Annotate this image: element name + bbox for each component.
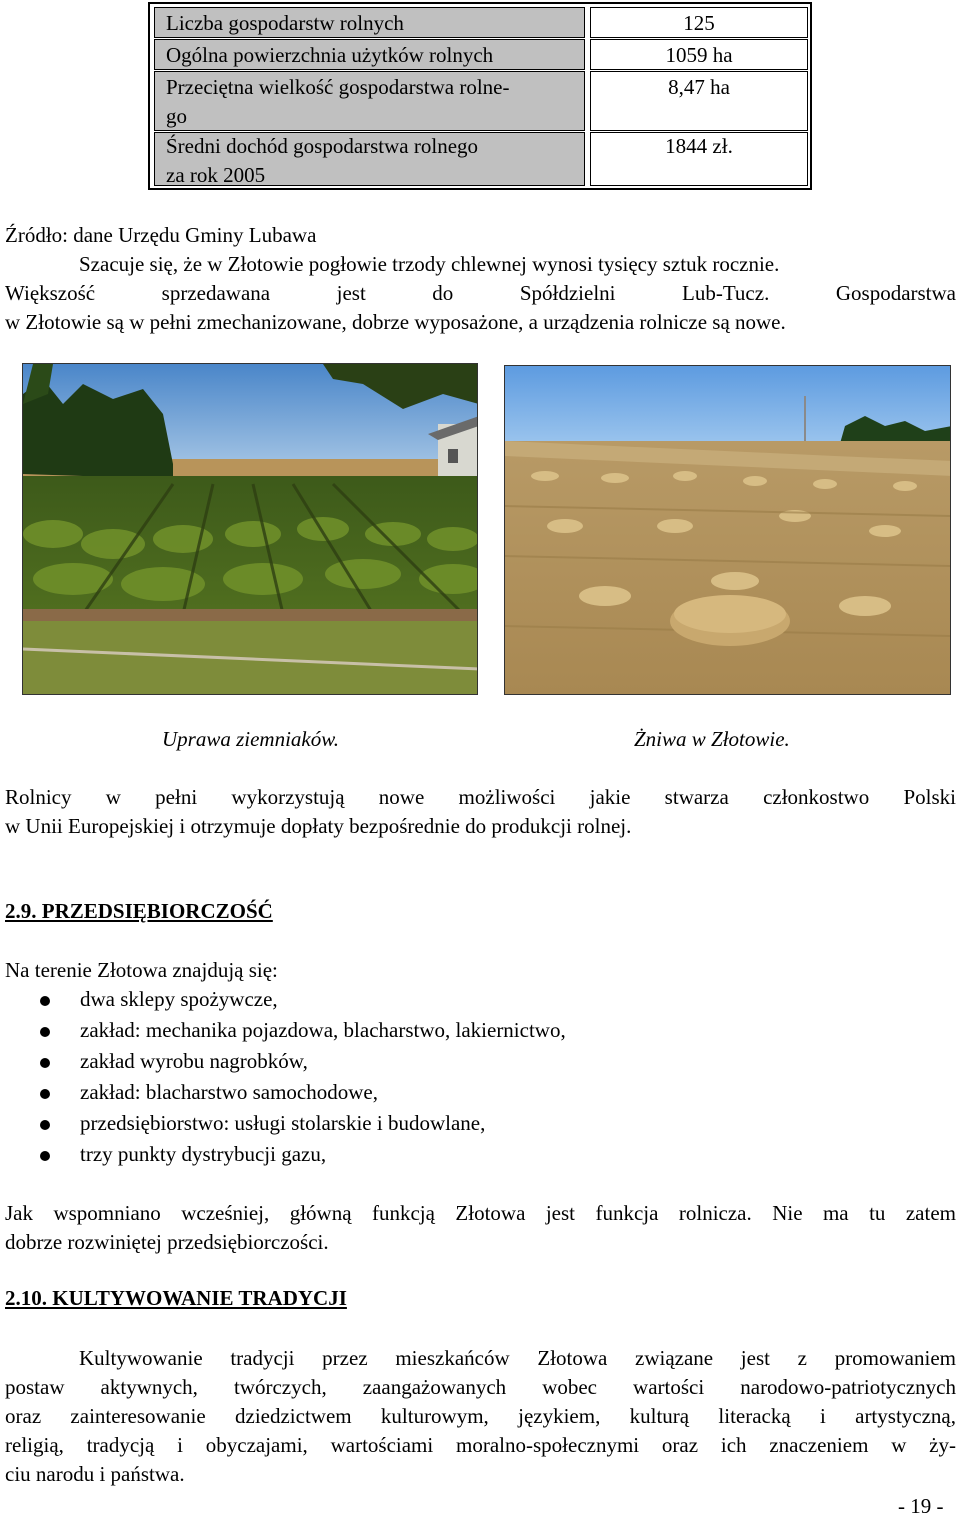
table-row-value: 8,47 ha	[590, 71, 808, 131]
para1-line2: Większość sprzedawana jest do Spółdzielni Lub-Tucz. Gospodarstwa	[5, 281, 956, 305]
closing-line1: Jak wspomniano wcześniej, główną funkcją Złotowa jest funkcja rolnicza. Nie ma tu zatem	[5, 1201, 956, 1225]
stats-table	[148, 2, 812, 190]
section-heading-2-9: 2.9. PRZEDSIĘBIORCZOŚĆ	[5, 899, 273, 923]
harvest-field-image	[505, 366, 951, 695]
list-item: zakład wyrobu nagrobków,	[80, 1049, 308, 1073]
list-item: zakład: mechanika pojazdowa, blacharstwo, lakiernictwo,	[80, 1018, 566, 1042]
table-row-value: 1844 zł.	[590, 132, 808, 186]
list-item: dwa sklepy spożywcze,	[80, 987, 278, 1011]
tradition-line3: oraz zainteresowanie dziedzictwem kulturowym, językiem, kulturą literacką i artystyczną,	[5, 1404, 956, 1428]
list-item: zakład: blacharstwo samochodowe,	[80, 1080, 378, 1104]
page-number: - 19 -	[898, 1494, 944, 1518]
bullet-icon	[40, 996, 50, 1006]
para1-line3: w Złotowie są w pełni zmechanizowane, dobrze wyposażone, a urządzenia rolnicze są nowe.	[5, 310, 786, 334]
table-row-value: 125	[590, 7, 808, 38]
para1-line1: Szacuje się, że w Złotowie pogłowie trzody chlewnej wynosi tysięcy sztuk rocznie.	[79, 252, 780, 276]
section-heading-2-10: 2.10. KULTYWOWANIE TRADYCJI	[5, 1286, 347, 1310]
para2-line2: w Unii Europejskiej i otrzymuje dopłaty bezpośrednie do produkcji rolnej.	[5, 814, 632, 838]
para2-line1: Rolnicy w pełni wykorzystują nowe możliwości jakie stwarza członkostwo Polski	[5, 785, 956, 809]
photo-caption-left: Uprawa ziemniaków.	[162, 727, 339, 751]
table-row-label: Średni dochód gospodarstwa rolnego za rok 2005	[154, 132, 585, 186]
table-row-label: Przeciętna wielkość gospodarstwa rolne- go	[154, 71, 585, 131]
table-row-label: Liczba gospodarstw rolnych	[154, 7, 585, 38]
bullet-icon	[40, 1120, 50, 1130]
tradition-line2: postaw aktywnych, twórczych, zaangażowanych wobec wartości narodowo-patriotycznych	[5, 1375, 956, 1399]
closing-line2: dobrze rozwiniętej przedsiębiorczości.	[5, 1230, 329, 1254]
tradition-line4: religią, tradycją i obyczajami, wartościami moralno-społecznymi oraz ich znaczeniem w ży-	[5, 1433, 956, 1457]
harvest-field-photo	[504, 365, 951, 695]
list-item: trzy punkty dystrybucji gazu,	[80, 1142, 327, 1166]
bullet-icon	[40, 1089, 50, 1099]
bullet-icon	[40, 1151, 50, 1161]
table-row-label: Ogólna powierzchnia użytków rolnych	[154, 39, 585, 70]
bullet-icon	[40, 1058, 50, 1068]
source-note: Źródło: dane Urzędu Gminy Lubawa	[5, 223, 317, 247]
bullet-icon	[40, 1027, 50, 1037]
tradition-line1: Kultywowanie tradycji przez mieszkańców Złotowa związane jest z promowaniem	[79, 1346, 956, 1370]
potato-field-photo	[22, 363, 478, 695]
list-item: przedsiębiorstwo: usługi stolarskie i budowlane,	[80, 1111, 486, 1135]
tradition-line5: ciu narodu i państwa.	[5, 1462, 185, 1486]
potato-field-image	[23, 364, 478, 695]
section-intro: Na terenie Złotowa znajdują się:	[5, 958, 278, 982]
table-row-value: 1059 ha	[590, 39, 808, 70]
photo-caption-right: Żniwa w Złotowie.	[634, 727, 790, 751]
